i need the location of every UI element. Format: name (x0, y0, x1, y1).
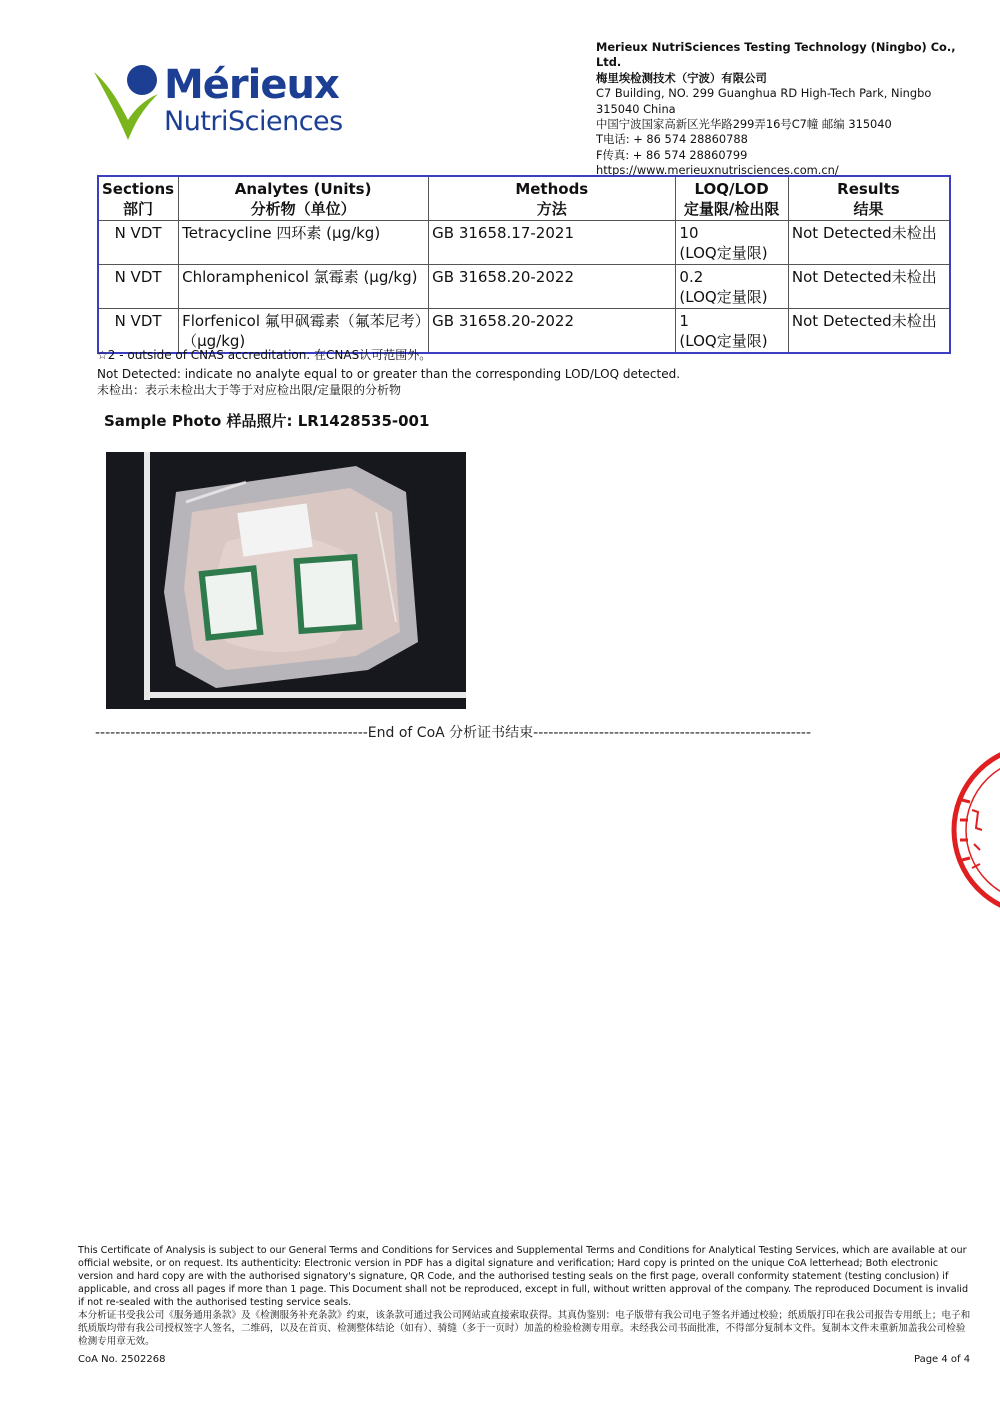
cell-loq: 1 (LOQ定量限) (676, 309, 788, 354)
footer-terms-en: This Certificate of Analysis is subject to our General Terms and Conditions for Services and Supplemental Terms and Conditions for Analytical Testing Services, which are available at our official website, or on request. Its authenticity: Electronic version in PDF has a digital signature and verification; Hard copy is printed on the unique CoA letterhead; Both electronic version and hard copy are with the authorised signatory's signature, QR Code, and the authorised testing seals on the first page, overall conformity statement (testing conclusion) if applicable, and cross all pages if more than 1 page. This Document shall not be reproduced, except in full, without written approval of the company. The reproduced Document is invalid if not re-sealed with the authorised testing service seals. (78, 1245, 969, 1308)
logo-mark-icon (92, 60, 162, 146)
company-seal-stamp (948, 740, 1000, 920)
cell-analyte: Chloramphenicol 氯霉素 (µg/kg) (179, 265, 429, 309)
page-number: Page 4 of 4 (914, 1354, 971, 1365)
note-not-detected-en: Not Detected: indicate no analyte equal to or greater than the corresponding LOD/LOQ detected. (97, 367, 681, 381)
header-results: Results 结果 (788, 176, 950, 221)
company-info (596, 40, 976, 179)
cell-analyte: Tetracycline 四环素 (µg/kg) (179, 221, 429, 265)
sample-photo-title: Sample Photo 样品照片: LR1428535-001 (104, 412, 430, 430)
cell-loq: 10 (LOQ定量限) (676, 221, 788, 265)
company-name-cn: 梅里埃检测技术（宁波）有限公司 (596, 70, 767, 85)
table-row (98, 265, 950, 309)
cell-section: N VDT (98, 309, 179, 354)
company-name-en: Merieux NutriSciences Testing Technology (Ningbo) Co., Ltd. (596, 40, 956, 70)
cell-analyte: Florfenicol 氟甲砜霉素（氟苯尼考）（µg/kg) (179, 309, 429, 354)
results-table (97, 175, 951, 354)
cell-result: Not Detected未检出 (788, 309, 950, 354)
sample-photo (106, 452, 466, 709)
cell-method: GB 31658.20-2022 (429, 309, 676, 354)
seal-icon (948, 740, 1000, 920)
logo-sub-text: NutriSciences (164, 106, 343, 137)
company-website[interactable]: https://www.merieuxnutrisciences.com.cn/ (596, 163, 839, 178)
cell-method: GB 31658.20-2022 (429, 265, 676, 309)
note-cnas: ☆2 - outside of CNAS accreditation. 在CNAS认可范围外。 (97, 348, 432, 362)
table-row (98, 221, 950, 265)
cell-result: Not Detected未检出 (788, 265, 950, 309)
cell-section: N VDT (98, 221, 179, 265)
cell-method: GB 31658.17-2021 (429, 221, 676, 265)
company-logo (92, 60, 342, 146)
footer-terms-cn: 本分析证书受我公司《服务通用条款》及《检测服务补充条款》约束，该条款可通过我公司网站或直接索取获得。其真伪鉴别：电子版带有我公司电子签名并通过校验；纸质版打印在我公司报告专用纸上；电子和纸质版均带有我公司授权签字人签名，二维码，以及在首页、检测整体结论（如有）、骑缝（多于一页时）加盖的检验检测专用章。未经我公司书面批准，不得部分复制本文件。复制本文件未重新加盖我公司检验检测专用章无效。 (78, 1310, 971, 1347)
cell-result: Not Detected未检出 (788, 221, 950, 265)
notes (97, 347, 957, 398)
cell-section: N VDT (98, 265, 179, 309)
header-sections: Sections 部门 (98, 176, 179, 221)
company-tel: T电话: + 86 574 28860788 (596, 132, 748, 147)
company-address-cn: 中国宁波国家高新区光华路299弄16号C7幢 邮编 315040 (596, 117, 892, 132)
coa-number: CoA No. 2502268 (78, 1354, 166, 1365)
header-analytes: Analytes (Units) 分析物（单位） (179, 176, 429, 221)
company-address-line2: 315040 China (596, 101, 676, 116)
end-of-coa-line: ------------------------------------------------------End of CoA 分析证书结束------------------------------------------------------- (95, 725, 812, 741)
table-header-row (98, 176, 950, 221)
header-loq-lod: LOQ/LOD 定量限/检出限 (676, 176, 788, 221)
header-methods: Methods 方法 (429, 176, 676, 221)
footer-terms (78, 1244, 973, 1348)
company-address-line1: C7 Building, NO. 299 Guanghua RD High-Tech Park, Ningbo (596, 86, 932, 101)
sample-photo-image (106, 452, 466, 709)
cell-loq: 0.2 (LOQ定量限) (676, 265, 788, 309)
note-not-detected-cn: 未检出：表示未检出大于等于对应检出限/定量限的分析物 (97, 383, 402, 397)
logo-brand-text: Mérieux (164, 62, 339, 108)
company-fax: F传真: + 86 574 28860799 (596, 147, 748, 162)
